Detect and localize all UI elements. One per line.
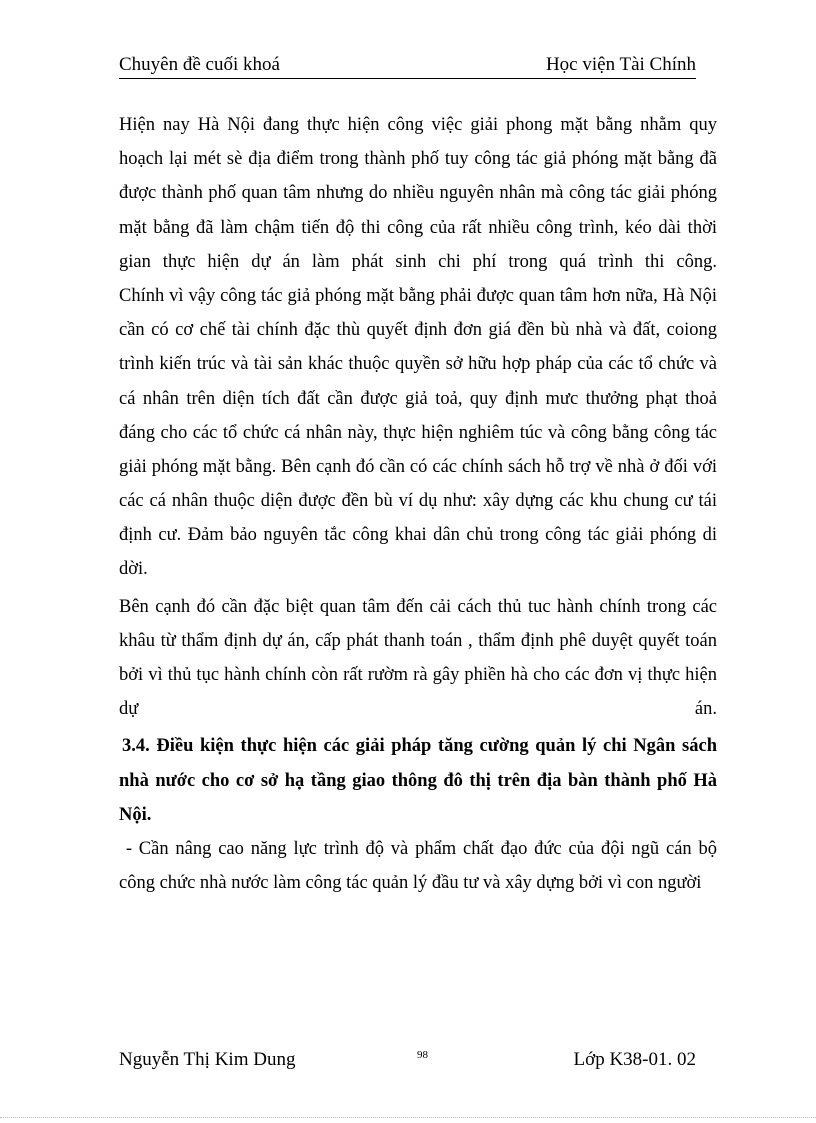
page-number: 98	[417, 1049, 428, 1061]
text-line: công chức nhà nước làm công tác quản lý đầu tư và xây dựng bởi vì con người	[119, 873, 702, 894]
paragraph-land-clearance	[119, 108, 717, 587]
text-line: hoạch lại mét sè địa điểm trong thành phố tuy công tác giả phóng mặt bằng đã	[119, 149, 717, 170]
heading-line: Nội.	[119, 804, 152, 825]
page-edge-divider	[0, 1117, 816, 1118]
text-line: gian thực hiện dự án làm phát sinh chi phí trong quá trình thi công.	[119, 251, 717, 272]
text-line: cần có cơ chế tài chính đặc thù quyết định đơn giá đền bù nhà và đất, coiong	[119, 320, 717, 341]
text-line: giải phóng mặt bằng. Bên cạnh đó cần có các chính sách hỗ trợ về nhà ở đối với	[119, 456, 717, 477]
text-line: trình kiến trúc và tài sản khác thuộc quyền sở hữu hợp pháp của các tổ chức và	[119, 354, 717, 375]
heading-line: 3.4. Điều kiện thực hiện các giải pháp tăng cường quản lý chi Ngân sách	[122, 736, 717, 757]
text-line: dời.	[119, 559, 148, 580]
text-line: định cư. Đảm bảo nguyên tắc công khai dân chủ trong công tác giải phóng di	[119, 525, 717, 546]
text-line: khâu từ thẩm định dự án, cấp phát thanh toán , thẩm định phê duyệt quyết toán	[119, 630, 717, 651]
text-line: các cá nhân thuộc diện được đền bù ví dụ như: xây dựng các khu chung cư tái	[119, 491, 717, 512]
text-line: đáng cho các tổ chức cá nhân này, thực hiện nghiêm túc và công bằng công tác	[119, 422, 717, 443]
document-body	[119, 108, 717, 900]
institution-name: Học viện Tài Chính	[545, 54, 696, 75]
page-header	[119, 52, 696, 79]
text-line: dự án.	[119, 699, 717, 720]
text-line: bởi vì thủ tục hành chính còn rất rườm rà gây phiền hà cho các đơn vị thực hiện	[119, 665, 717, 685]
class-code: Lớp K38-01. 02	[573, 1049, 696, 1070]
text-line: cá nhân trên diện tích đất cần được giả toả, quy định mưc thưởng phạt thoả	[119, 388, 717, 409]
page-footer	[119, 1049, 696, 1075]
document-title: Chuyên đề cuối khoá	[119, 54, 280, 75]
section-heading	[119, 729, 717, 832]
text-line: Chính vì vậy công tác giả phóng mặt bằng phải được quan tâm hơn nữa, Hà Nội	[119, 285, 717, 306]
text-line: được thành phố quan tâm nhưng do nhiều nguyên nhân mà công tác giải phóng	[119, 183, 717, 204]
text-line: Bên cạnh đó cần đặc biệt quan tâm đến cải cách thủ tuc hành chính trong các	[119, 596, 717, 617]
heading-line: nhà nước cho cơ sở hạ tầng giao thông đô thị trên địa bàn thành phố Hà	[119, 770, 717, 791]
text-line: mặt bằng đã làm chậm tiến độ thi công của rất nhiều công trình, kéo dài thời	[119, 217, 717, 238]
text-line: Hiện nay Hà Nội đang thực hiện công việc giải phong mặt bằng nhằm quy	[119, 115, 717, 135]
paragraph-staff-capacity	[119, 832, 717, 900]
text-line: - Cần nâng cao năng lực trình độ và phẩm chất đạo đức của đội ngũ cán bộ	[119, 838, 717, 859]
paragraph-administrative-reform	[119, 590, 717, 727]
author-name: Nguyễn Thị Kim Dung	[119, 1049, 296, 1070]
